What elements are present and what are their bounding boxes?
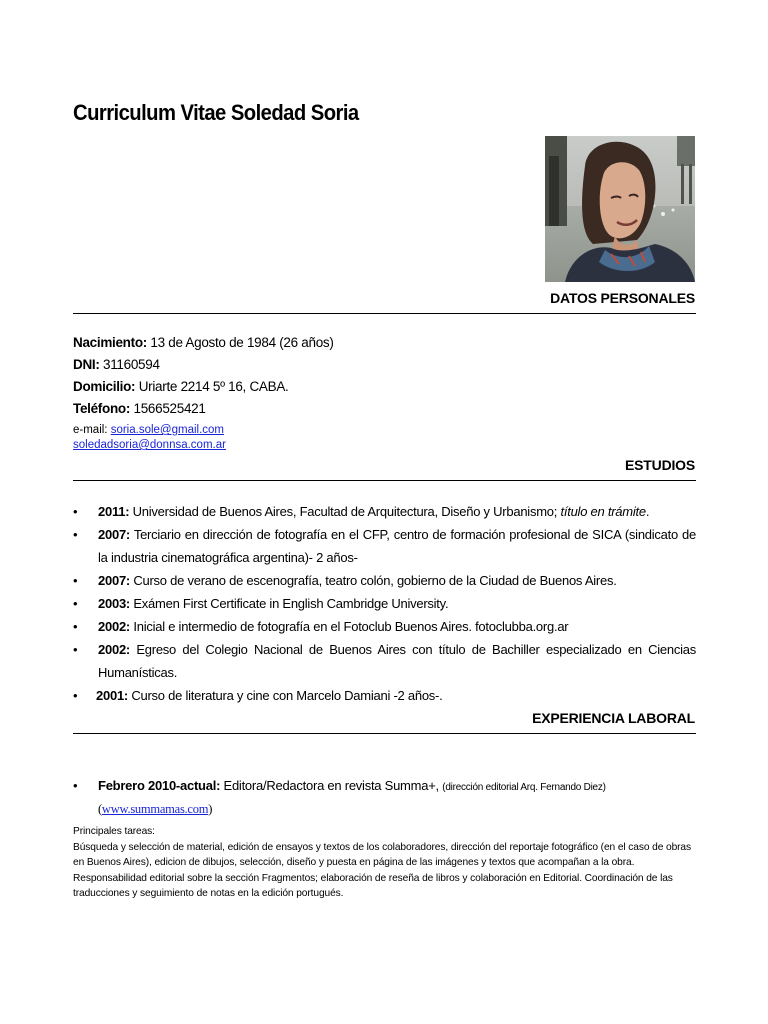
bullet-icon: • xyxy=(73,504,78,519)
portrait-image xyxy=(545,136,695,282)
list-item xyxy=(73,569,696,592)
work-site-line: (www.summamas.com) xyxy=(98,802,213,816)
list-item xyxy=(73,592,696,615)
bullet-icon: • xyxy=(73,778,78,793)
work-period: Febrero 2010-actual: xyxy=(98,778,221,793)
list-item xyxy=(73,500,696,523)
study-text: Inicial e intermedio de fotografía en el Fotoclub Buenos Aires. fotoclubba.org.ar xyxy=(130,619,569,634)
bullet-icon: • xyxy=(73,527,78,542)
list-item xyxy=(73,775,696,798)
profile-photo xyxy=(545,136,695,282)
work-note: (dirección editorial Arq. Fernando Diez) xyxy=(442,782,606,793)
section-divider xyxy=(73,733,696,734)
list-item xyxy=(73,684,696,707)
study-status: título en trámite xyxy=(560,504,646,519)
bullet-icon: • xyxy=(73,688,78,703)
bullet-icon: • xyxy=(73,619,78,634)
study-text: Curso de literatura y cine con Marcelo Damiani -2 años-. xyxy=(128,688,443,703)
page-title: Curriculum Vitae Soledad Soria xyxy=(73,100,359,125)
address-line xyxy=(73,379,288,394)
study-year: 2003: xyxy=(98,596,130,611)
study-year: 2002: xyxy=(98,642,130,657)
study-text: Egreso del Colegio Nacional de Buenos Aires con título de Bachiller especializado en Ciencias Humanísticas. xyxy=(98,642,696,680)
dni-label: DNI: xyxy=(73,357,100,372)
study-year: 2007: xyxy=(98,527,130,542)
study-text: Universidad de Buenos Aires, Facultad de Arquitectura, Diseño y Urbanismo; xyxy=(129,504,561,519)
email-block xyxy=(73,423,226,453)
section-heading-personal: DATOS PERSONALES xyxy=(550,290,695,306)
dni-value: 31160594 xyxy=(99,357,160,372)
section-divider xyxy=(73,313,696,314)
bullet-icon: • xyxy=(73,573,78,588)
study-text: Curso de verano de escenografía, teatro colón, gobierno de la Ciudad de Buenos Aires. xyxy=(130,573,617,588)
tasks-title: Principales tareas: xyxy=(73,826,155,837)
study-tail: . xyxy=(645,504,650,519)
section-heading-studies: ESTUDIOS xyxy=(625,457,695,473)
phone-line xyxy=(73,401,206,416)
dni-line xyxy=(73,357,160,372)
section-heading-work: EXPERIENCIA LABORAL xyxy=(532,710,695,726)
study-year: 2001: xyxy=(96,688,128,703)
email-link-primary[interactable]: soria.sole@gmail.com xyxy=(110,424,224,436)
address-label: Domicilio: xyxy=(73,379,136,394)
study-year: 2007: xyxy=(98,573,130,588)
tasks-paragraph: Responsabilidad editorial sobre la sección Fragmentos; elaboración de reseña de libros y colaboración en Editorial. Coordinación de las traducciones y seguimiento de notas en la edición portugués. xyxy=(73,872,673,899)
list-item xyxy=(73,615,696,638)
address-value: Uriarte 2214 5º 16, CABA. xyxy=(135,379,289,394)
studies-list xyxy=(73,500,696,707)
email-link-secondary[interactable]: soledadsoria@donnsa.com.ar xyxy=(73,439,226,451)
birth-value: 13 de Agosto de 1984 (26 años) xyxy=(146,335,334,350)
study-year: 2011: xyxy=(98,504,130,519)
list-item xyxy=(73,523,696,569)
section-divider xyxy=(73,480,696,481)
study-year: 2002: xyxy=(98,619,130,634)
website-link[interactable]: www.summamas.com xyxy=(101,802,209,816)
birth-label: Nacimiento: xyxy=(73,335,147,350)
tasks-paragraph: Búsqueda y selección de material, edición de ensayos y textos de los colaboradores, dirección del reportaje fotográfico (en el caso de obras en Buenos Aires), edicion de dibujos, selección, diseño y puesta en página de las imágenes y textos que acompañan a la obra. xyxy=(73,841,691,868)
birth-line xyxy=(73,335,334,350)
email-label: e-mail: xyxy=(73,424,111,436)
work-role: Editora/Redactora en revista Summa+, xyxy=(220,778,443,793)
list-item xyxy=(73,638,696,684)
work-tasks xyxy=(73,824,696,902)
phone-label: Teléfono: xyxy=(73,401,131,416)
study-text: Exámen First Certificate in English Cambridge University. xyxy=(130,596,449,611)
bullet-icon: • xyxy=(73,596,78,611)
work-entry xyxy=(73,775,696,820)
study-text: Terciario en dirección de fotografía en el CFP, centro de formación profesional de SICA (sindicato de la industria cinematográfica argentina)- 2 años- xyxy=(98,527,696,565)
bullet-icon: • xyxy=(73,642,78,657)
phone-value: 1566525421 xyxy=(130,401,206,416)
